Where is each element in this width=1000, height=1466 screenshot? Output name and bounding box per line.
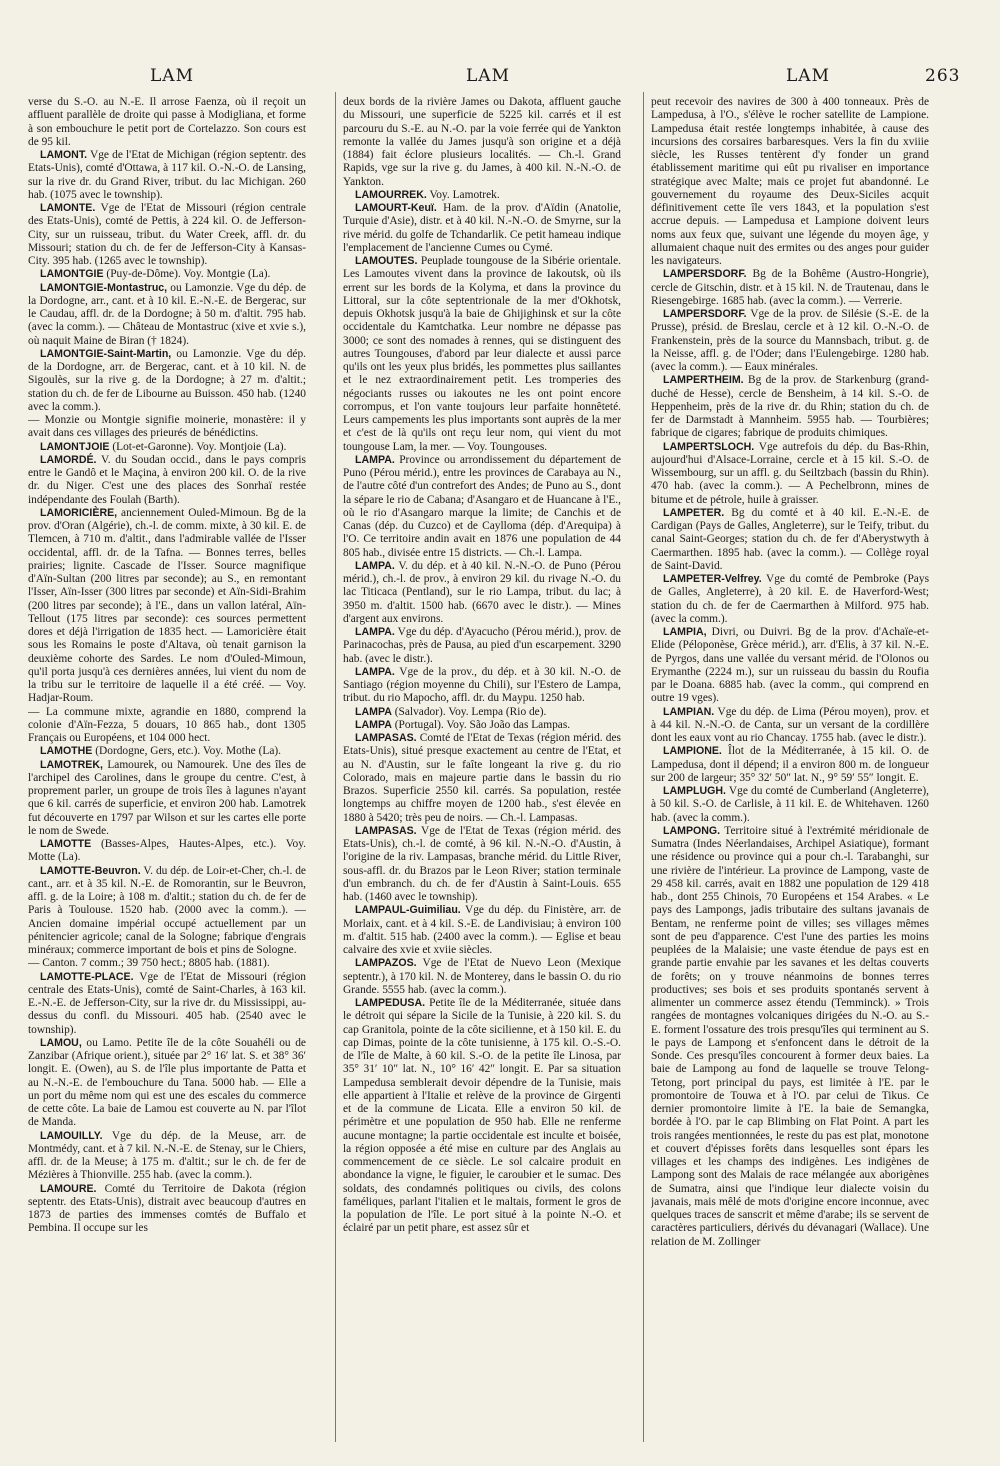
- dictionary-entry: [343, 719, 621, 732]
- dictionary-entry: [28, 971, 306, 1037]
- running-header-right: LAM: [786, 66, 830, 86]
- dictionary-entry: [343, 96, 621, 189]
- dictionary-entry: [651, 573, 929, 626]
- entry-headword: LAMOUILLY.: [40, 1129, 103, 1142]
- entry-headword: LAMOTREK,: [40, 758, 103, 771]
- entry-headword: LAMPLUGH.: [663, 785, 726, 797]
- dictionary-entry: [651, 374, 929, 440]
- entry-headword: LAMPETER.: [663, 506, 725, 519]
- dictionary-entry: [651, 268, 929, 308]
- entry-headword: LAMONTE.: [40, 202, 96, 214]
- entry-text: Vge de l'Etat de Nuevo Leon (Mexique septentr.), à 170 kil. N. de Monterey, dans le bassin O. du rio Grande. 5555 hab. (avec la comm.).: [343, 957, 621, 996]
- dictionary-entry: [343, 732, 621, 825]
- entry-text: Peuplade toungouse de la Sibérie orientale. Les Lamoutes vivent dans la province de Iakoutsk, où ils errent sur les bords de la Kolyma, et dans la province du Littoral, sur la côte septentrionale de la mer d'Okhotsk, depuis Okhotsk jusqu'à la baie de Ghijighinsk et sur la côte occidentale du Kamtchatka. Leur nombre ne dépasse pas 3000; ce sont des nomades à rennes, qui se distinguent des autres Toungouses, d'abord par leur dialecte et aussi parce qu'ils ont les yeux plus bridés, les pommettes plus saillantes et le nez extraordinairement petit. Les tromperies des négociants russes ou iakoutes ne les ont point encore corrompus, et l'on vante toujours leur parfaite honnêteté. Leurs campements les plus importants sont auprès de la mer et c'est de là qu'ils ont reçu leur nom, qui vient du mot toungouse Lam, la mer. — Voy. Toungouses.: [343, 255, 621, 453]
- entry-headword: LAMPASAS.: [355, 824, 417, 837]
- entry-text: Comté de l'Etat de Texas (région mérid. des Etats-Unis), situé presque exactement au centre de l'Etat, et au N. d'Austin, sur le faîte longeant la rive g. du rio Colorado, mais en majeure partie dans le bassin du rio Brazos. Superficie 2550 kil. carrés. Sa population, restée longtemps au chiffre moyen de 1200 hab., s'est élevée en 1880 à 5420; très peu de noirs. — Ch.-l. Lampasas.: [343, 732, 621, 824]
- entry-text: Ham. de la prov. d'Aïdin (Anatolie, Turquie d'Asie), distr. et à 40 kil. N.-N.-O. de Smyrne, sur la rive mérid. du golfe de Tchandarlik. Ce petit hameau indique l'emplacement de l'ancienne Cumes ou Cymé.: [343, 202, 621, 254]
- entry-text: (Basses-Alpes, Hautes-Alpes, etc.). Voy. Motte (La).: [28, 838, 306, 864]
- dictionary-entry: [343, 706, 621, 719]
- running-header-left: LAM: [150, 66, 194, 86]
- entry-headword: LAMONTGIE: [40, 268, 104, 281]
- dictionary-entry: [28, 348, 306, 414]
- entry-text: Vge du comté de Cumberland (Angleterre), à 50 kil. S.-O. de Carlisle, à 11 kil. E. de Whitehaven. 1260 hab. (avec la comm.).: [651, 785, 929, 824]
- entry-text: V. du Soudan occid., dans le pays compris entre le Gandô et le Maçina, à environ 200 kil. O. de la rive dr. du Niger. C'est une des places des Sonrhaï restée indépendante des Foulah (Barth).: [28, 453, 306, 506]
- entry-headword: LAMOTTE-PLACE.: [40, 970, 134, 983]
- entry-text: (Lot-et-Garonne). Voy. Montjoie (La).: [112, 440, 287, 453]
- entry-headword: LAMOURT-Keuï.: [355, 202, 437, 214]
- entry-text: (Puy-de-Dôme). Voy. Montgie (La).: [106, 268, 271, 281]
- entry-text: deux bords de la rivière James ou Dakota, affluent gauche du Missouri, une superficie de 5225 kil. carrés et il est parcouru du S.-E. au N.-O. par la voie ferrée qui de Yankton remonte la vallée du James jusqu'à son origine et a déjà (1884) fait éclore plusieurs localités. — Ch.-l. Grand Rapids, vge sur la rive g. du James, à 400 kil. N.-N.-O. de Yankton.: [343, 96, 621, 188]
- column-rule-2: [643, 92, 644, 1442]
- dictionary-entry: [28, 745, 306, 758]
- dictionary-entry: [343, 560, 621, 626]
- entry-headword: LAMPA.: [355, 559, 395, 572]
- entry-headword: LAMOUTES.: [355, 255, 418, 267]
- entry-text: Vge autrefois du dép. du Bas-Rhin, aujourd'hui d'Alsace-Lorraine, cercle et à 15 kil. S.-O. de Wissembourg, sur un affl. g. du Seiltzbach (bassin du Rhin). 470 hab. (avec la comm.). — A Pechelbronn, mines de bitume et de pétrole, huile à graisser.: [651, 440, 929, 506]
- entry-headword: LAMOTTE-Beuvron.: [40, 864, 141, 877]
- entry-text: Vge de la prov. de Silésie (S.-E. de la Prusse), présid. de Breslau, cercle et à 12 kil. O.-N.-O. de Frankenstein, près de la source du Mannsbach, tribut. g. de la Neisse, affl. g. de l'Oder; dans l'Eulengebirge. 1280 hab. (avec la comm.). — Eaux minérales.: [651, 308, 929, 373]
- entry-text: peut recevoir des navires de 300 à 400 tonneaux. Près de Lampedusa, à l'O., s'élève le rocher satellite de Lampione. Lampedusa était restée longtemps inhabitée, à cause des incursions des corsaires barbaresques. Vers la fin du xviiie siècle, les Russes tentèrent d'y fonder un grand établissement maritime qui eût pu rivaliser en importance stratégique avec Malte; mais ce projet fut abandonné. Le gouvernement du royaume des Deux-Siciles acquit définitivement cette île vers 1843, et la population s'est accrue depuis. — Lampedusa et Lampione doivent leurs noms aux feux que, suivant une légende du moyen âge, y allumaient chaque nuit des ermites ou des anges pour guider les navigateurs.: [651, 96, 929, 267]
- entry-text: Bg du comté et à 40 kil. E.-N.-E. de Cardigan (Pays de Galles, Angleterre), sur le Teify, tribut. du canal Saint-Georges; station du ch. de fer d'Aberystwyth à Caermarthen. 1895 hab. (avec la comm.). — Collège royal de Saint-David.: [651, 506, 929, 572]
- running-header-center: LAM: [466, 66, 510, 86]
- dictionary-entry: [651, 825, 929, 1249]
- dictionary-entry: [343, 825, 621, 905]
- entry-text: Territoire situé à l'extrémité méridionale de Sumatra (Indes Néerlandaises, Archipel Asiatique), formant une résidence ou province qui a pour ch.-l. Tarabanghi, sur une rivière de l'intérieur. La province de Lampong, vaste de 29 458 kil. carrés, avait en 1882 une population de 129 418 hab., dont 255 Chinois, 70 Européens et 154 Arabes. « Le pays des Lampongs, jadis tributaire des sultans javanais de Bentam, ne renferme point de villes; ses villages mêmes sont de peu d'apparence. C'est l'une des parties les moins peuplées de la Malaisie; une vaste étendue de pays est en grande partie envahie par les savanes et les deltas couverts de forêts; on y trouve néanmoins de bonnes terres productives; ses bois et ses produits spontanés servent à alimenter un commerce assez étendu (Temminck). » Trois rangées de montagnes volcaniques dirigées du N.-O. au S.-E. forment l'ossature des trois presqu'îles qui terminent au S. le pays de Lampong et s'enfoncent dans le détroit de la Sonde. Ces presqu'îles concourent à former deux baies. La baie de Lampong au fond de laquelle se trouve Telong-Tetong, port principal du pays, est limitée à l'E. par le promontoire de Touwa et à l'O. par celui de Tikus. Ce dernier promontoire limite à l'E. la baie de Semangka, bordée à l'O. par le cap Blimbing on Flat Point. A part les trois rangées mentionnées, le reste du pas est plat, monotone et couvert d'épisses forêts dans lesquelles sont épars les villages et les champs des indigènes. Les indigènes de Lampong sont des Malais de race mélangée aux aborigènes de Sumatra, ainsi que l'indique leur dialecte voisin du javanais, mais mêlé de mots d'origine encore inconnue, avec quelques traces de sanscrit et même d'arabe; ils se servent de caractères particuliers, dérivés du dévanagari (Wallace). Une relation de M. Zollinger: [651, 824, 929, 1248]
- dictionary-entry: [28, 1130, 306, 1183]
- dictionary-entry: [651, 308, 929, 374]
- dictionary-entry: [28, 454, 306, 507]
- entry-headword: LAMOU,: [40, 1036, 82, 1049]
- entry-text: Voy. Lamotrek.: [429, 188, 500, 201]
- entry-headword: LAMPIAN.: [663, 705, 715, 718]
- entry-headword: LAMPETER-Velfrey.: [663, 573, 762, 585]
- entry-text: Lamourek, ou Namourek. Une des îles de l'archipel des Carolines, dans le groupe du centre. C'est, à proprement parler, un groupe de trois îles à lagunes n'ayant que 6 kil. carrés de superficie, et environ 200 hab. Lamotrek fut découverte en 1797 par Wilson et sur les cartes elle porte le nom de Swede.: [28, 758, 306, 837]
- dictionary-entry: [28, 268, 306, 281]
- entry-headword: LAMONTGIE-Saint-Martin,: [40, 347, 172, 360]
- dictionary-entry: [651, 785, 929, 825]
- entry-text: Divri, ou Duivri. Bg de la prov. d'Achaïe-et-Elide (Péloponèse, Grèce mérid.), arr. d'Elis, à 37 kil. N.-E. de Pyrgos, dans une vallée du versant mérid. de l'Olonos ou Erymanthe (2224 m.), sur un ruisseau du bassin du Roufia par le Doana. 6885 hab. (avec la comm., qui comprend en outre 19 vges).: [651, 626, 929, 705]
- entry-headword: LAMOURE.: [40, 1182, 97, 1195]
- entry-text: Petite île de la Méditerranée, située dans le détroit qui sépare la Sicile de la Tunisie, à 220 kil. S. du cap Granitola, pointe de la côte sicilienne, et à 150 kil. E. du cap Dimas, pointe de la côte tunisienne, à 175 kil. O.-S.-O. de l'île de Malte, à 60 kil. S.-O. de la petite île Linosa, par 35° 31′ 10″ lat. N., 10° 16′ 42″ longit. E. Par sa situation Lampedusa semblerait devoir dépendre de la Tunisie, mais elle appartient à l'Italie et relève de la province de Girgenti et de la commune de Licata. Elle a environ 50 kil. de périmètre et une population de 950 hab. Elle ne renferme aucune montagne; la partie occidentale est inculte et boisée, la région opposée a été mise en culture par des Anglais au commencement de ce siècle. Le sol calcaire produit en abondance la vigne, le figuier, le caroubier et le sumac. Des soldats, des condamnés politiques ou civils, des colons faméliques, parlant l'italien et le maltais, forment le gros de la population de l'île. Le port situé à la pointe N.-O. et éclairé par un petit phare, est assez sûr et: [343, 997, 621, 1235]
- entry-text: (Dordogne, Gers, etc.). Voy. Mothe (La).: [95, 745, 282, 758]
- entry-headword: LAMONTGIE-Montastruc,: [40, 281, 168, 294]
- dictionary-entry: [343, 997, 621, 1236]
- entry-headword: LAMOTTE: [40, 838, 92, 850]
- entry-text: anciennement Ouled-Mimoun. Bg de la prov. d'Oran (Algérie), ch.-l. de comm. mixte, à 30 kil. E. de Tlemcen, à 710 m. d'altit., dans l'admirable vallée de l'Isser occidental, affl. dr. de la Tafna. — Bonnes terres, belles prairies; lignite. Cascade de l'Isser. Source magnifique d'Aïn-Sultan (200 litres par seconde); au S., en remontant l'Isser, Aïn-Isser (300 litres par seconde) et Aïn-Sidi-Brahim (200 litres par seconde); à l'E., dans un vallon latéral, Aïn-Tellout (175 litres par seconde): ces sources permettent dores et déjà l'irrigation de 1835 hect. — Lamoricière était sous les Romains le poste d'Altava, où tenait garnison la deuxième cohorte des Sardes. Le nom d'Ouled-Mimoun, qu'il porta jusqu'à ces dernières années, lui vient du nom de la tribu sur le territoire de laquelle il a été créé. — Voy. Hadjar-Roum.: [28, 506, 306, 705]
- entry-text: ou Lamonzie. Vge du dép. de la Dordogne, arr., cant. et à 10 kil. E.-N.-E. de Bergerac, sur le Caudau, affl. dr. de la Dordogne; à 50 m. d'altit. 795 hab. (avec la comm.). — Château de Montastruc (xive et xvie s.), où naquit Maine de Biran († 1824).: [28, 281, 306, 347]
- entry-text: V. du dép. de Loir-et-Cher, ch.-l. de cant., arr. et à 35 kil. N.-E. de Romorantin, sur le Beuvron, affl. g. de la Loire; à 108 m. d'altit.; station du ch. de fer de Paris à Toulouse. 1520 hab. (2000 avec la comm.). — Ancien domaine impérial occupé actuellement par un pénitencier agricole; canal de la Sologne; fabrique d'engrais minéraux; commerce important de bois et pins de Sologne.: [28, 864, 306, 956]
- entry-text: (Portugal). Voy. São João das Lampas.: [394, 718, 571, 731]
- entry-headword: LAMPA: [355, 718, 392, 731]
- entry-headword: LAMORDÉ.: [40, 453, 97, 466]
- dictionary-entry: [343, 255, 621, 454]
- dictionary-entry: [28, 759, 306, 839]
- entry-headword: LAMPASAS.: [355, 732, 417, 744]
- entry-headword: LAMOTHE: [40, 745, 93, 758]
- dictionary-entry: [343, 202, 621, 255]
- dictionary-entry: [651, 745, 929, 785]
- entry-text: Province ou arrondissement du département de Puno (Pérou mérid.), entre les provinces de Carabaya au N., de l'autre côté d'un contrefort des Andes; de Puno au S., dont la sépare le rio de Cabana; d'Asangaro et de Huancane à l'E., où le rio d'Asangaro marque la limite; de Canchis et de Canas (dép. du Cuzco) et de Caylloma (dép. d'Arequipa) à l'O. Ce territoire andin avait en 1876 une population de 44 805 hab., divisée entre 15 districts. — Ch.-l. Lampa.: [343, 453, 621, 559]
- entry-text: Comté du Territoire de Dakota (région septentr. des Etats-Unis), distrait avec beaucoup d'autres en 1873 de parties des immenses comtés de Buffalo et Pembina. Il occupe sur les: [28, 1182, 306, 1235]
- dictionary-entry: [28, 507, 306, 706]
- entry-headword: LAMPIA,: [663, 626, 707, 638]
- entry-headword: LAMPEDUSA.: [355, 997, 426, 1009]
- dictionary-entry: [343, 189, 621, 202]
- column-2: [343, 96, 621, 1441]
- dictionary-entry: [28, 865, 306, 958]
- dictionary-entry: [28, 441, 306, 454]
- entry-text: Îlot de la Méditerranée, à 15 kil. O. de Lampedusa, dont il dépend; il a environ 800 m. de longueur sur 200 de largeur; 35° 32′ 50″ lat. N., 9° 59′ 55″ longit. E.: [651, 745, 929, 784]
- entry-headword: LAMPERTHEIM.: [663, 374, 744, 387]
- entry-headword: LAMPA: [355, 705, 392, 718]
- dictionary-entry: [28, 96, 306, 149]
- entry-text: Vge de l'Etat de Texas (région mérid. des Etats-Unis), ch.-l. de comté, à 96 kil. N.-N.-O. d'Austin, à l'origine de la riv. Lampasas, branche mérid. du Little River, sous-affl. dr. du Brazos par le Leon River; station terminale d'un embranch. du ch. de fer d'Austin à Saint-Louis. 655 hab. (1460 avec le township).: [343, 824, 621, 903]
- entry-text: Vge du dép. d'Ayacucho (Pérou mérid.), prov. de Parinacochas, près de Pausa, au pied d'un escarpement. 3290 hab. (avec le distr.).: [343, 626, 621, 665]
- dictionary-entry: [28, 957, 306, 970]
- dictionary-entry: [28, 149, 306, 202]
- dictionary-entry: [28, 414, 306, 441]
- column-3: [651, 96, 929, 1441]
- entry-headword: LAMORICIÈRE,: [40, 506, 118, 519]
- dictionary-entry: [28, 706, 306, 746]
- entry-headword: LAMPERSDORF.: [663, 268, 747, 281]
- entry-headword: LAMPIONE.: [663, 745, 722, 758]
- column-1: [28, 96, 306, 1441]
- entry-text: — Monzie ou Montgie signifie moinerie, monastère: il y avait dans ces villages des prieurés de bénédictins.: [28, 414, 306, 440]
- entry-text: V. du dép. et à 40 kil. N.-N.-O. de Puno (Pérou mérid.), ch.-l. de prov., à environ 29 kil. du rivage N.-O. du lac Titicaca (Pentland), sur le rio Lampa, tribut. du lac; à 3950 m. d'altit. 1500 hab. (6670 avec le distr.). — Mines d'argent aux environs.: [343, 559, 621, 625]
- entry-headword: LAMPERTSLOCH.: [663, 440, 755, 453]
- entry-text: Vge de l'Etat de Missouri (région centrale des Etats-Unis), comté de Saint-Charles, à 163 kil. E.-N.-E. de Jefferson-City, sur la rive dr. du Mississippi, au-dessus du confl. du Missouri. 405 hab. (2540 avec le township).: [28, 970, 306, 1036]
- entry-headword: LAMOURREK.: [355, 188, 427, 201]
- dictionary-entry: [651, 96, 929, 268]
- entry-headword: LAMPONG.: [663, 824, 721, 837]
- dictionary-entry: [343, 626, 621, 666]
- entry-text: Vge du comté de Pembroke (Pays de Galles, Angleterre), à 20 kil. E. de Haverford-West; station du ch. de fer de Caermarthen à Milford. 975 hab. (avec la comm.).: [651, 573, 929, 625]
- entry-headword: LAMPERSDORF.: [663, 308, 747, 320]
- entry-text: (Salvador). Voy. Lempa (Rio de).: [394, 705, 547, 718]
- entry-headword: LAMONT.: [40, 149, 88, 161]
- dictionary-entry: [651, 441, 929, 507]
- dictionary-entry: [343, 454, 621, 560]
- dictionary-entry: [651, 706, 929, 746]
- dictionary-entry: [651, 626, 929, 706]
- dictionary-entry: [28, 282, 306, 348]
- entry-text: — Canton. 7 comm.; 39 750 hect.; 8805 hab. (1881).: [28, 957, 270, 970]
- entry-text: ou Lamo. Petite île de la côte Souahéli ou de Zanzibar (Afrique orient.), située par 2° 16′ lat. S. et 38° 36′ longit. E. (Owen), au S. de l'île plus importante de Patta et au N.-N.-E. de l'embouchure du Tana. 5000 hab. — Elle a un port du même nom qui est une des escales du commerce de cette côte. La baie de Lamou est couverte au N. par l'îlot de Manda.: [28, 1036, 306, 1129]
- entry-text: verse du S.-O. au N.-E. Il arrose Faenza, où il reçoit un affluent parallèle de droite qui passe à Modigliana, et forme à son embouchure le petit port de Cortelazzo. Son cours est de 95 kil.: [28, 96, 306, 148]
- page-number: 263: [925, 66, 961, 86]
- column-rule-1: [335, 92, 336, 1442]
- entry-text: Vge du dép. du Finistère, arr. de Morlaix, cant. et à 4 kil. S.-E. de Landivisiau; à environ 100 m. d'altit. 515 hab. (2400 avec la comm.). — Eglise et beau calvaire des xvie et xviie siècles.: [343, 904, 621, 956]
- dictionary-entry: [343, 904, 621, 957]
- entry-headword: LAMONTJOIE: [40, 440, 110, 453]
- entry-headword: LAMPA.: [355, 665, 395, 678]
- entry-text: Vge de la prov., du dép. et à 30 kil. N.-O. de Santiago (région moyenne du Chili), sur l'Estero de Lampa, tribut. du rio Mapocho, affl. dr. du Maypu. 1250 hab.: [343, 665, 621, 705]
- dictionary-entry: [28, 202, 306, 268]
- dictionary-entry: [28, 1037, 306, 1130]
- dictionary-entry: [651, 507, 929, 573]
- entry-text: Bg de la Bohême (Austro-Hongrie), cercle de Gitschin, distr. et à 15 kil. N. de Trautenau, dans le Riesengebirge. 1685 hab. (avec la comm.). — Verrerie.: [651, 268, 929, 307]
- entry-text: — La commune mixte, agrandie en 1880, comprend la colonie d'Aïn-Fezza, 5 douars, 10 865 hab., dont 1305 Français ou Européens, et 104 000 hect.: [28, 705, 306, 744]
- entry-text: Vge de l'Etat de Michigan (région septentr. des Etats-Unis), comté d'Ottawa, à 117 kil. O.-N.-O. de Lansing, sur la rive dr. du Grand River, tribut. du lac Michigan. 260 hab. (1075 avec le township).: [28, 149, 306, 201]
- dictionary-entry: [343, 666, 621, 706]
- entry-headword: LAMPA.: [355, 453, 395, 466]
- entry-headword: LAMPAZOS.: [355, 957, 417, 970]
- entry-headword: LAMPA.: [355, 626, 395, 638]
- entry-text: Vge du dép. de Lima (Pérou moyen), prov. et à 44 kil. N.-N.-O. de Canta, sur un versant de la cordillère dont les eaux vont au rio Chancay. 1755 hab. (avec le distr.).: [651, 705, 929, 744]
- entry-text: Bg de la prov. de Starkenburg (grand-duché de Hesse), cercle de Bensheim, à 14 kil. S.-O. de Heppenheim, près de la rive dr. du Rhin; station du ch. de fer de Darmstadt à Mannheim. 5955 hab. — Tourbières; fabrique de cigares; fabrique de produits chimiques.: [651, 374, 929, 440]
- entry-text: Vge de l'Etat de Missouri (région centrale des Etats-Unis), comté de Pettis, à 224 kil. O. de Jefferson-City, sur un ruisseau, tribut. du Water Creek, affl. dr. du Missouri; station du ch. de fer de Jefferson-City à Kansas-City. 395 hab. (1265 avec le township).: [28, 202, 306, 267]
- dictionary-entry: [28, 1183, 306, 1236]
- entry-text: Vge du dép. de la Meuse, arr. de Montmédy, cant. et à 7 kil. N.-N.-E. de Stenay, sur le Chiers, affl. dr. de la Meuse; à 175 m. d'altit.; sur le ch. de fer de Mézières à Thionville. 255 hab. (avec la comm.).: [28, 1129, 306, 1182]
- dictionary-entry: [343, 957, 621, 997]
- entry-headword: LAMPAUL-Guimiliau.: [355, 904, 461, 917]
- entry-text: ou Lamonzie. Vge du dép. de la Dordogne, arr. de Bergerac, cant. et à 10 kil. N. de Sigoulès, sur la rive g. de la Dordogne; à 27 m. d'altit.; station du ch. de fer de Libourne au Buisson. 450 hab. (1240 avec la comm.).: [28, 347, 306, 413]
- dictionary-entry: [28, 838, 306, 865]
